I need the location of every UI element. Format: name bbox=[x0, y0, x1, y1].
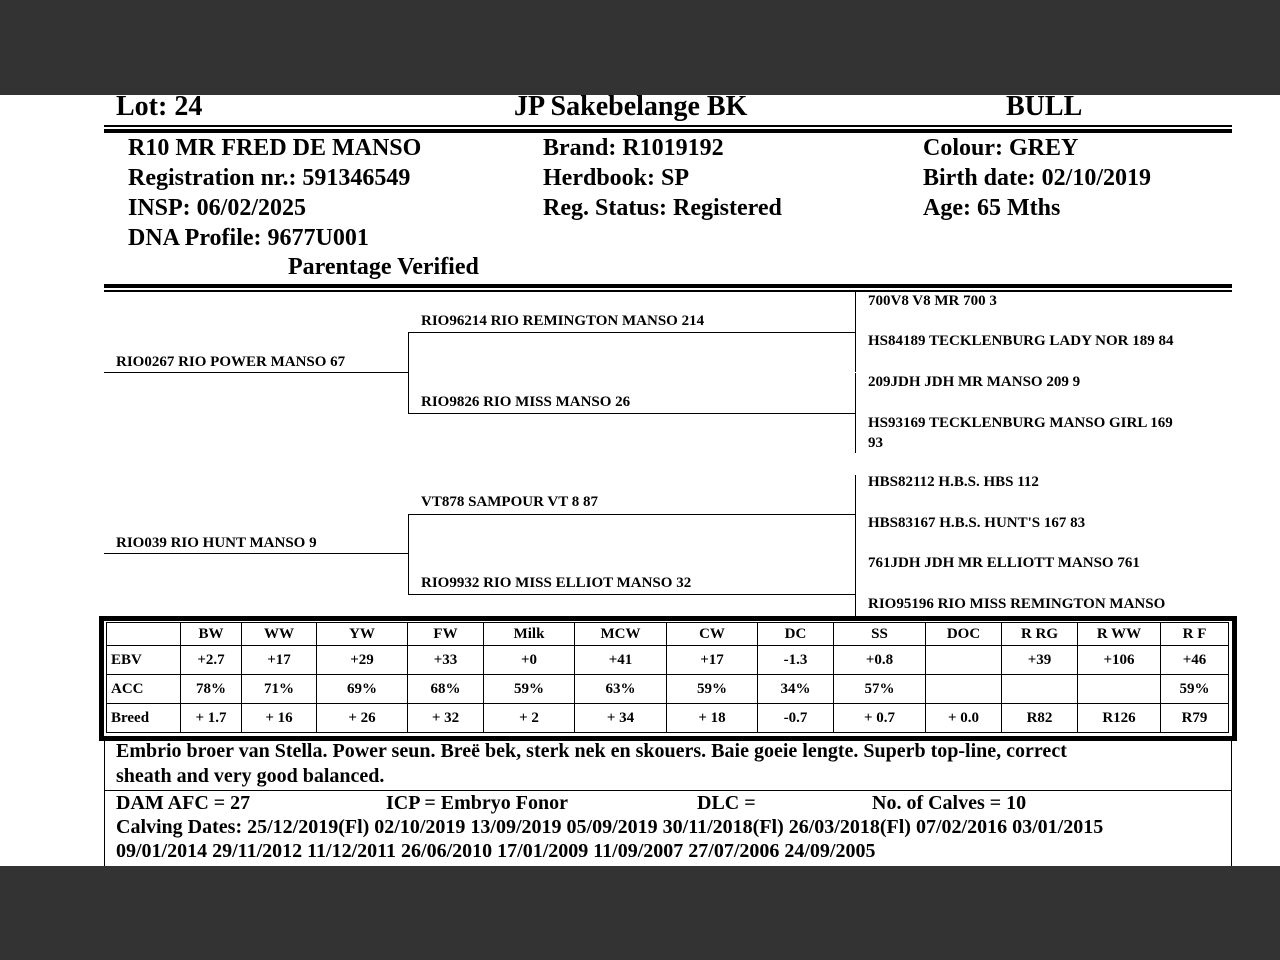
ebv-cell: R126 bbox=[1078, 704, 1161, 733]
ggp-5: HBS82112 H.B.S. HBS 112 bbox=[868, 474, 1039, 490]
ebv-cell: R79 bbox=[1161, 704, 1229, 733]
comment-line-2: sheath and very good balanced. bbox=[116, 765, 385, 787]
ggp-6: HBS83167 H.B.S. HUNT'S 167 83 bbox=[868, 515, 1086, 531]
ebv-cell: R82 bbox=[1002, 704, 1078, 733]
ggp-8: RIO95196 RIO MISS REMINGTON MANSO bbox=[868, 596, 1166, 612]
ebv-cell: +46 bbox=[1161, 646, 1229, 675]
ebv-row bbox=[107, 704, 1229, 733]
ebv-cell: +2.7 bbox=[181, 646, 242, 675]
ebv-col-header: CW bbox=[667, 623, 758, 646]
dam-dam: RIO9932 RIO MISS ELLIOT MANSO 32 bbox=[421, 575, 692, 591]
ebv-cell: + 1.7 bbox=[181, 704, 242, 733]
ebv-cell: 71% bbox=[242, 675, 317, 704]
ebv-row-label: Breed bbox=[107, 704, 181, 733]
ebv-row bbox=[107, 646, 1229, 675]
ebv-cell: +0 bbox=[484, 646, 575, 675]
ggp-1: 700V8 V8 MR 700 3 bbox=[868, 293, 997, 309]
dam: RIO039 RIO HUNT MANSO 9 bbox=[116, 535, 317, 551]
sex-label: BULL bbox=[1006, 95, 1083, 122]
ggp-7: 761JDH JDH MR ELLIOTT MANSO 761 bbox=[868, 555, 1140, 571]
ebv-cell: 34% bbox=[758, 675, 834, 704]
ebv-cell: 59% bbox=[667, 675, 758, 704]
ebv-row bbox=[107, 675, 1229, 704]
ggp-2: HS84189 TECKLENBURG LADY NOR 189 84 bbox=[868, 333, 1174, 349]
inspection-date: INSP: 06/02/2025 bbox=[128, 195, 307, 221]
header-rule-thin bbox=[104, 125, 1232, 127]
icp: ICP = Embryo Fonor bbox=[386, 792, 568, 814]
animal-name: R10 MR FRED DE MANSO bbox=[128, 135, 422, 161]
ebv-cell: +39 bbox=[1002, 646, 1078, 675]
ebv-cell bbox=[926, 646, 1002, 675]
calving-dates-line-1: Calving Dates: 25/12/2019(Fl) 02/10/2019 13/09/2019 05/09/2019 30/11/2018(Fl) 26/03/2018(Fl) 07/02/2016 03/01/2015 bbox=[116, 816, 1104, 838]
ebv-col-header bbox=[107, 623, 181, 646]
ebv-col-header: R F bbox=[1161, 623, 1229, 646]
ebv-cell: + 0.7 bbox=[834, 704, 926, 733]
ggp-3: 209JDH JDH MR MANSO 209 9 bbox=[868, 374, 1081, 390]
ebv-row-label: EBV bbox=[107, 646, 181, 675]
ebv-cell: 78% bbox=[181, 675, 242, 704]
ebv-cell: + 26 bbox=[317, 704, 408, 733]
colour: Colour: GREY bbox=[923, 135, 1079, 161]
comment-line-1: Embrio broer van Stella. Power seun. Breë bek, sterk nek en skouers. Baie goeie lengte. Superb top-line, correct bbox=[116, 740, 1067, 762]
ebv-cell: + 2 bbox=[484, 704, 575, 733]
parentage-status: Parentage Verified bbox=[288, 254, 479, 280]
ebv-cell: 57% bbox=[834, 675, 926, 704]
ebv-cell: 69% bbox=[317, 675, 408, 704]
dam-sire: VT878 SAMPOUR VT 8 87 bbox=[421, 494, 598, 510]
ebv-cell: + 34 bbox=[575, 704, 667, 733]
ebv-col-header: SS bbox=[834, 623, 926, 646]
sire-sire: RIO96214 RIO REMINGTON MANSO 214 bbox=[421, 313, 705, 329]
comments-divider bbox=[104, 790, 1232, 791]
ebv-col-header: BW bbox=[181, 623, 242, 646]
ebv-col-header: Milk bbox=[484, 623, 575, 646]
ebv-cell: + 18 bbox=[667, 704, 758, 733]
ebv-cell bbox=[1078, 675, 1161, 704]
number-of-calves: No. of Calves = 10 bbox=[872, 792, 1027, 814]
ebv-cell bbox=[1002, 675, 1078, 704]
ebv-cell: +17 bbox=[667, 646, 758, 675]
ebv-col-header: MCW bbox=[575, 623, 667, 646]
ebv-cell: 68% bbox=[408, 675, 484, 704]
age: Age: 65 Mths bbox=[923, 195, 1061, 221]
ebv-cell: +41 bbox=[575, 646, 667, 675]
lot-card bbox=[0, 95, 1280, 866]
info-rule-thin bbox=[104, 290, 1232, 292]
ebv-cell: + 0.0 bbox=[926, 704, 1002, 733]
ggp-4-cont: 93 bbox=[868, 435, 883, 451]
sire-dam: RIO9826 RIO MISS MANSO 26 bbox=[421, 394, 631, 410]
dlc: DLC = bbox=[697, 792, 756, 814]
ebv-cell: 59% bbox=[484, 675, 575, 704]
ebv-cell: 63% bbox=[575, 675, 667, 704]
header-rule-thick bbox=[104, 129, 1232, 133]
brand: Brand: R1019192 bbox=[543, 135, 724, 161]
herdbook: Herdbook: SP bbox=[543, 165, 690, 191]
ebv-cell: -0.7 bbox=[758, 704, 834, 733]
ebv-cell: +17 bbox=[242, 646, 317, 675]
seller-name: JP Sakebelange BK bbox=[514, 95, 748, 122]
ebv-cell: +0.8 bbox=[834, 646, 926, 675]
dna-profile: DNA Profile: 9677U001 bbox=[128, 225, 369, 251]
ebv-cell: +106 bbox=[1078, 646, 1161, 675]
ebv-cell bbox=[926, 675, 1002, 704]
ebv-cell: -1.3 bbox=[758, 646, 834, 675]
ebv-col-header: DC bbox=[758, 623, 834, 646]
birth-date: Birth date: 02/10/2019 bbox=[923, 165, 1151, 191]
ebv-cell: 59% bbox=[1161, 675, 1229, 704]
ebv-col-header: FW bbox=[408, 623, 484, 646]
ebv-col-header: R RG bbox=[1002, 623, 1078, 646]
ebv-col-header: R WW bbox=[1078, 623, 1161, 646]
ebv-cell: + 16 bbox=[242, 704, 317, 733]
sire: RIO0267 RIO POWER MANSO 67 bbox=[116, 354, 346, 370]
registration-number: Registration nr.: 591346549 bbox=[128, 165, 411, 191]
ebv-col-header: DOC bbox=[926, 623, 1002, 646]
ebv-row-label: ACC bbox=[107, 675, 181, 704]
ebv-col-header: YW bbox=[317, 623, 408, 646]
calving-dates-line-2: 09/01/2014 29/11/2012 11/12/2011 26/06/2010 17/01/2009 11/09/2007 27/07/2006 24/09/2005 bbox=[116, 840, 876, 862]
ebv-table bbox=[106, 622, 1229, 733]
ebv-cell: +29 bbox=[317, 646, 408, 675]
ggp-4: HS93169 TECKLENBURG MANSO GIRL 169 bbox=[868, 415, 1173, 431]
ebv-cell: + 32 bbox=[408, 704, 484, 733]
ebv-col-header: WW bbox=[242, 623, 317, 646]
ebv-cell: +33 bbox=[408, 646, 484, 675]
reg-status: Reg. Status: Registered bbox=[543, 195, 782, 221]
info-rule-thick bbox=[104, 284, 1232, 288]
dam-afc: DAM AFC = 27 bbox=[116, 792, 251, 814]
lot-number: Lot: 24 bbox=[116, 95, 203, 122]
